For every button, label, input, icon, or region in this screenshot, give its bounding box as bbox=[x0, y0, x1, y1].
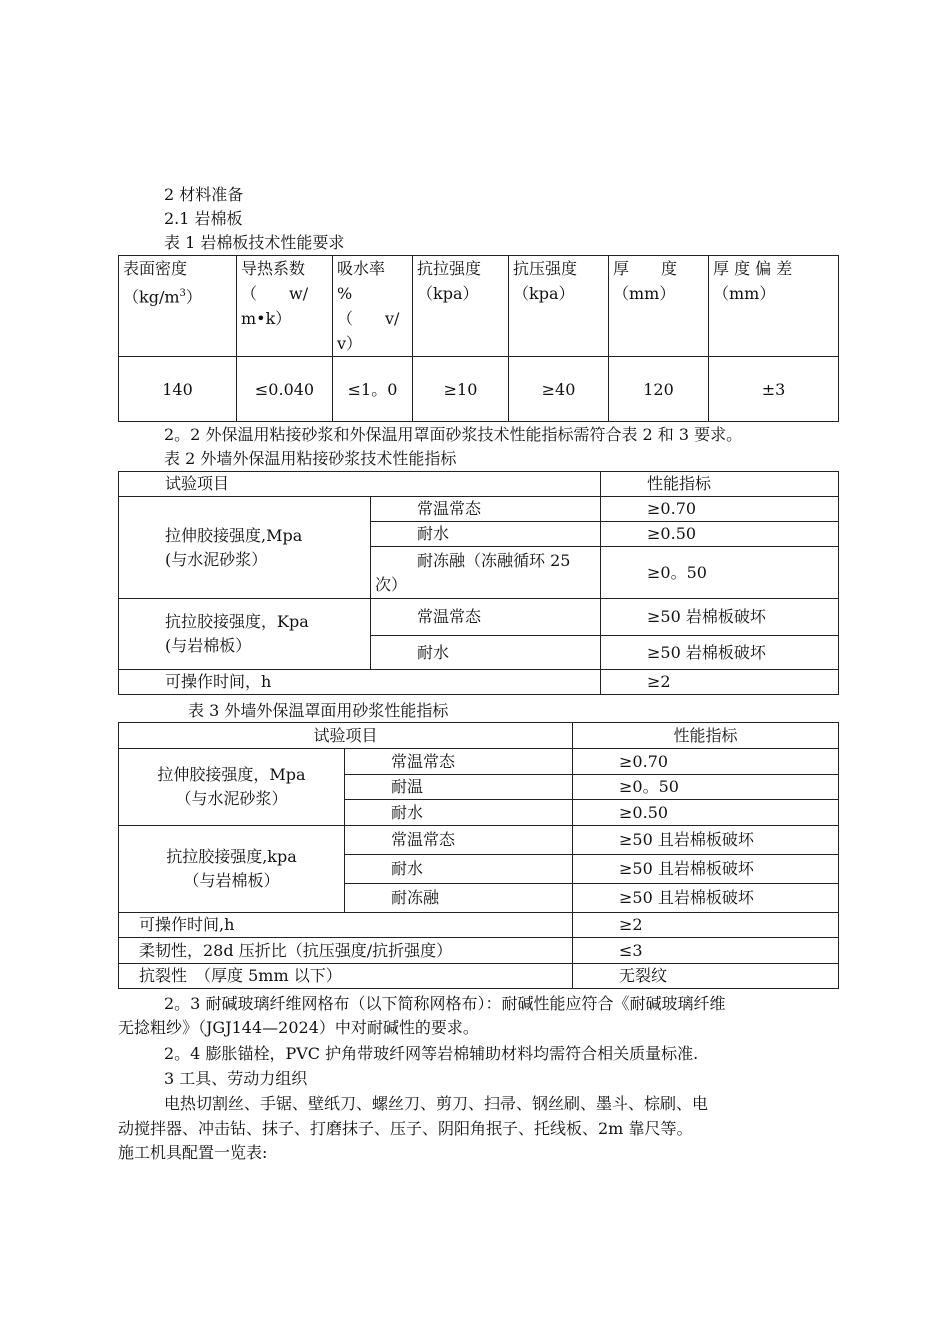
value-cell: ≥0。50 bbox=[573, 775, 839, 800]
header-cell: 试验项目 bbox=[119, 472, 601, 497]
value-cell: ≥50 且岩棉板破坏 bbox=[573, 855, 839, 884]
paragraph-3-line3: 施工机具配置一览表: bbox=[118, 1143, 268, 1162]
condition-cell: 耐水 bbox=[345, 800, 573, 826]
table-row bbox=[119, 670, 839, 695]
group-cell: 抗拉胶接强度，Kpa (与岩棉板） bbox=[119, 599, 371, 670]
value-cell: 无裂纹 bbox=[573, 964, 839, 989]
header-cell: 试验项目 bbox=[119, 723, 573, 749]
value-cell: ≤0.040 bbox=[237, 357, 333, 422]
value-cell: ≥0.70 bbox=[601, 497, 839, 522]
header-cell: 吸水率 % （ v/ v） bbox=[333, 256, 413, 357]
table3-caption: 表 3 外墙外保温罩面用砂浆性能指标 bbox=[188, 701, 449, 720]
header-cell: 导热系数 （ w/ m•k） bbox=[237, 256, 333, 357]
table1-value-row bbox=[119, 357, 839, 422]
value-cell: ±3 bbox=[709, 357, 839, 422]
paragraph-2-3-line2: 无捻粗纱》（JGJ144—2024）中对耐碱性的要求。 bbox=[118, 1018, 479, 1037]
table2-caption: 表 2 外墙外保温用粘接砂浆技术性能指标 bbox=[164, 449, 457, 468]
value-cell: ≥50 岩棉板破坏 bbox=[601, 636, 839, 670]
table-row bbox=[119, 826, 839, 855]
table1-caption: 表 1 岩棉板技术性能要求 bbox=[164, 233, 345, 252]
condition-cell: 耐温 bbox=[345, 775, 573, 800]
value-cell: 120 bbox=[609, 357, 709, 422]
value-cell: ≥0。50 bbox=[601, 547, 839, 599]
item-cell: 可操作时间，h bbox=[119, 670, 601, 695]
rock-wool-spec-table bbox=[118, 255, 839, 422]
group-cell: 抗拉胶接强度,kpa （与岩棉板） bbox=[119, 826, 345, 913]
value-cell: 140 bbox=[119, 357, 237, 422]
condition-cell: 耐冻融（冻融循环 25 次） bbox=[371, 547, 601, 599]
value-cell: ≥0.50 bbox=[601, 522, 839, 547]
header-cell: 抗压强度 （kpa） bbox=[509, 256, 609, 357]
header-cell: 性能指标 bbox=[601, 472, 839, 497]
condition-cell: 耐水 bbox=[371, 522, 601, 547]
table-row bbox=[119, 913, 839, 938]
value-cell: ≥2 bbox=[573, 913, 839, 938]
header-cell: 厚 度 偏 差 （mm） bbox=[709, 256, 839, 357]
value-cell: ≥50 且岩棉板破坏 bbox=[573, 884, 839, 913]
table-row bbox=[119, 749, 839, 775]
table-row bbox=[119, 599, 839, 636]
header-cell: 厚 度 （mm） bbox=[609, 256, 709, 357]
paragraph-3-line1: 电热切割丝、手锯、壁纸刀、螺丝刀、剪刀、扫帚、钢丝刷、墨斗、棕刷、电 bbox=[164, 1094, 709, 1113]
condition-cell: 耐水 bbox=[345, 855, 573, 884]
item-cell: 可操作时间,h bbox=[119, 913, 573, 938]
header-cell: 性能指标 bbox=[573, 723, 839, 749]
value-cell: ≤3 bbox=[573, 938, 839, 964]
header-cell: 抗拉强度 （kpa） bbox=[413, 256, 509, 357]
table1-header-row bbox=[119, 256, 839, 357]
section-heading-2: 2 材料准备 bbox=[164, 185, 244, 204]
table-row bbox=[119, 472, 839, 497]
group-cell: 拉伸胶接强度,Mpa (与水泥砂浆） bbox=[119, 497, 371, 599]
condition-cell: 常温常态 bbox=[371, 497, 601, 522]
value-cell: ≥50 且岩棉板破坏 bbox=[573, 826, 839, 855]
condition-cell: 常温常态 bbox=[345, 826, 573, 855]
condition-cell: 耐冻融 bbox=[345, 884, 573, 913]
condition-cell: 耐水 bbox=[371, 636, 601, 670]
bonding-mortar-table bbox=[118, 471, 839, 695]
condition-cell: 常温常态 bbox=[345, 749, 573, 775]
table-row bbox=[119, 964, 839, 989]
value-cell: ≥50 岩棉板破坏 bbox=[601, 599, 839, 636]
value-cell: ≤1。0 bbox=[333, 357, 413, 422]
item-cell: 柔韧性，28d 压折比（抗压强度/抗折强度） bbox=[119, 938, 573, 964]
value-cell: ≥0.50 bbox=[573, 800, 839, 826]
header-cell: 表面密度 $(kg/m^3)$ bbox=[119, 256, 237, 357]
paragraph-2-3-line1: 2。3 耐碱玻璃纤维网格布（以下简称网格布）：耐碱性能应符合《耐碱玻璃纤维 bbox=[164, 994, 726, 1013]
condition-cell: 常温常态 bbox=[371, 599, 601, 636]
value-cell: ≥0.70 bbox=[573, 749, 839, 775]
render-mortar-table bbox=[118, 722, 839, 989]
paragraph-2-2: 2。2 外保温用粘接砂浆和外保温用罩面砂浆技术性能指标需符合表 2 和 3 要求。 bbox=[164, 425, 743, 444]
value-cell: ≥10 bbox=[413, 357, 509, 422]
table-row bbox=[119, 497, 839, 522]
value-cell: ≥40 bbox=[509, 357, 609, 422]
value-cell: ≥2 bbox=[601, 670, 839, 695]
table-row bbox=[119, 723, 839, 749]
table-row bbox=[119, 938, 839, 964]
section-heading-2-1: 2.1 岩棉板 bbox=[164, 209, 243, 228]
section-heading-3: 3 工具、劳动力组织 bbox=[164, 1069, 308, 1088]
item-cell: 抗裂性 （厚度 5mm 以下） bbox=[119, 964, 573, 989]
group-cell: 拉伸胶接强度，Mpa （与水泥砂浆） bbox=[119, 749, 345, 826]
paragraph-2-4: 2。4 膨胀锚栓，PVC 护角带玻纤网等岩棉辅助材料均需符合相关质量标准. bbox=[164, 1044, 699, 1063]
paragraph-3-line2: 动搅拌器、冲击钻、抹子、打磨抹子、压子、阴阳角抿子、托线板、2m 靠尺等。 bbox=[118, 1119, 693, 1138]
